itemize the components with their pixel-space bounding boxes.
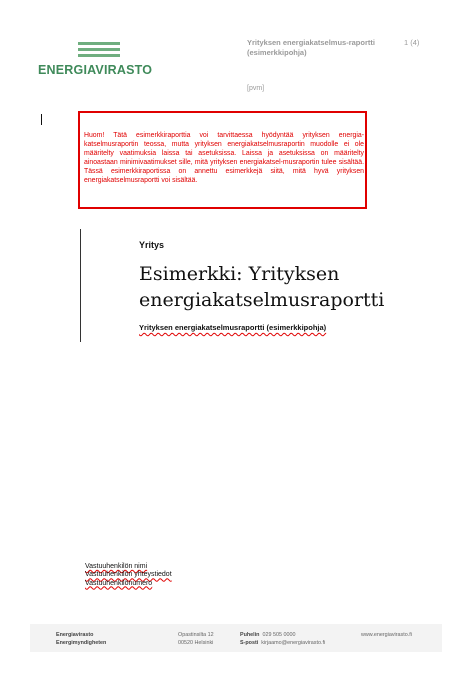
cover-subtitle[interactable]: Yrityksen energiakatselmusraportti (esimerkkipohja) [139,323,327,332]
contact-number[interactable]: Vastuuhenkilönumero [85,579,153,587]
contact-name[interactable]: Vastuuhenkilön nimi [85,563,148,570]
footer-org-fi: Energiavirasto [56,632,94,638]
footer-phone: 029 505 0000 [262,632,296,638]
logo-bars-icon [78,42,120,60]
footer-street: Opastinsilta 12 [178,632,214,638]
header-date-placeholder[interactable]: [pvm] [247,85,265,92]
logo-wordmark: ENERGIAVIRASTO [38,63,153,77]
footer-phone-label: Puhelin [240,632,260,638]
footer-website[interactable]: www.energiavirasto.fi [361,632,412,638]
cover-title[interactable]: Esimerkki: Yrityksen energiakatselmusraportti [139,263,385,311]
cover-accent-line [80,229,81,342]
footer-email-label: S-posti [240,640,259,646]
footer-email[interactable]: kirjaamo@energiavirasto.fi [261,640,326,646]
page-footer [30,624,442,652]
header-page-number: 1 (4) [404,38,420,47]
contact-details[interactable]: Vastuuhenkilön yhteystiedot [85,571,172,579]
header-document-title: Yrityksen energiakatselmus-raportti (esimerkkipohja) [247,38,375,57]
contact-block [85,563,172,588]
note-text[interactable]: Huom! Tätä esimerkkiraporttia voi tarvittaessa hyödyntää yrityksen energia-katselmusraportin teossa, mutta yrityksen energiakatselmusraportin muodolle ei ole määritelty vaatimuksia laissa tai asetuksissa. Laissa ja asetuksissa on määritelty ainoastaan minimivaatimukset sille, mitä yrityksen energiakatsel-musraportin tulee sisältää. Tässä esimerkkiraportissa on annettu esimerkkejä siitä, mitä hyvä yrityksen energiakatselmusraportti voi sisältää. [84,132,364,185]
footer-org-sv: Energimyndigheten [56,640,107,646]
cover-kicker[interactable]: Yritys [139,240,165,250]
energiavirasto-logo [38,42,163,78]
text-cursor [41,114,42,125]
footer-city: 00520 Helsinki [178,640,214,646]
